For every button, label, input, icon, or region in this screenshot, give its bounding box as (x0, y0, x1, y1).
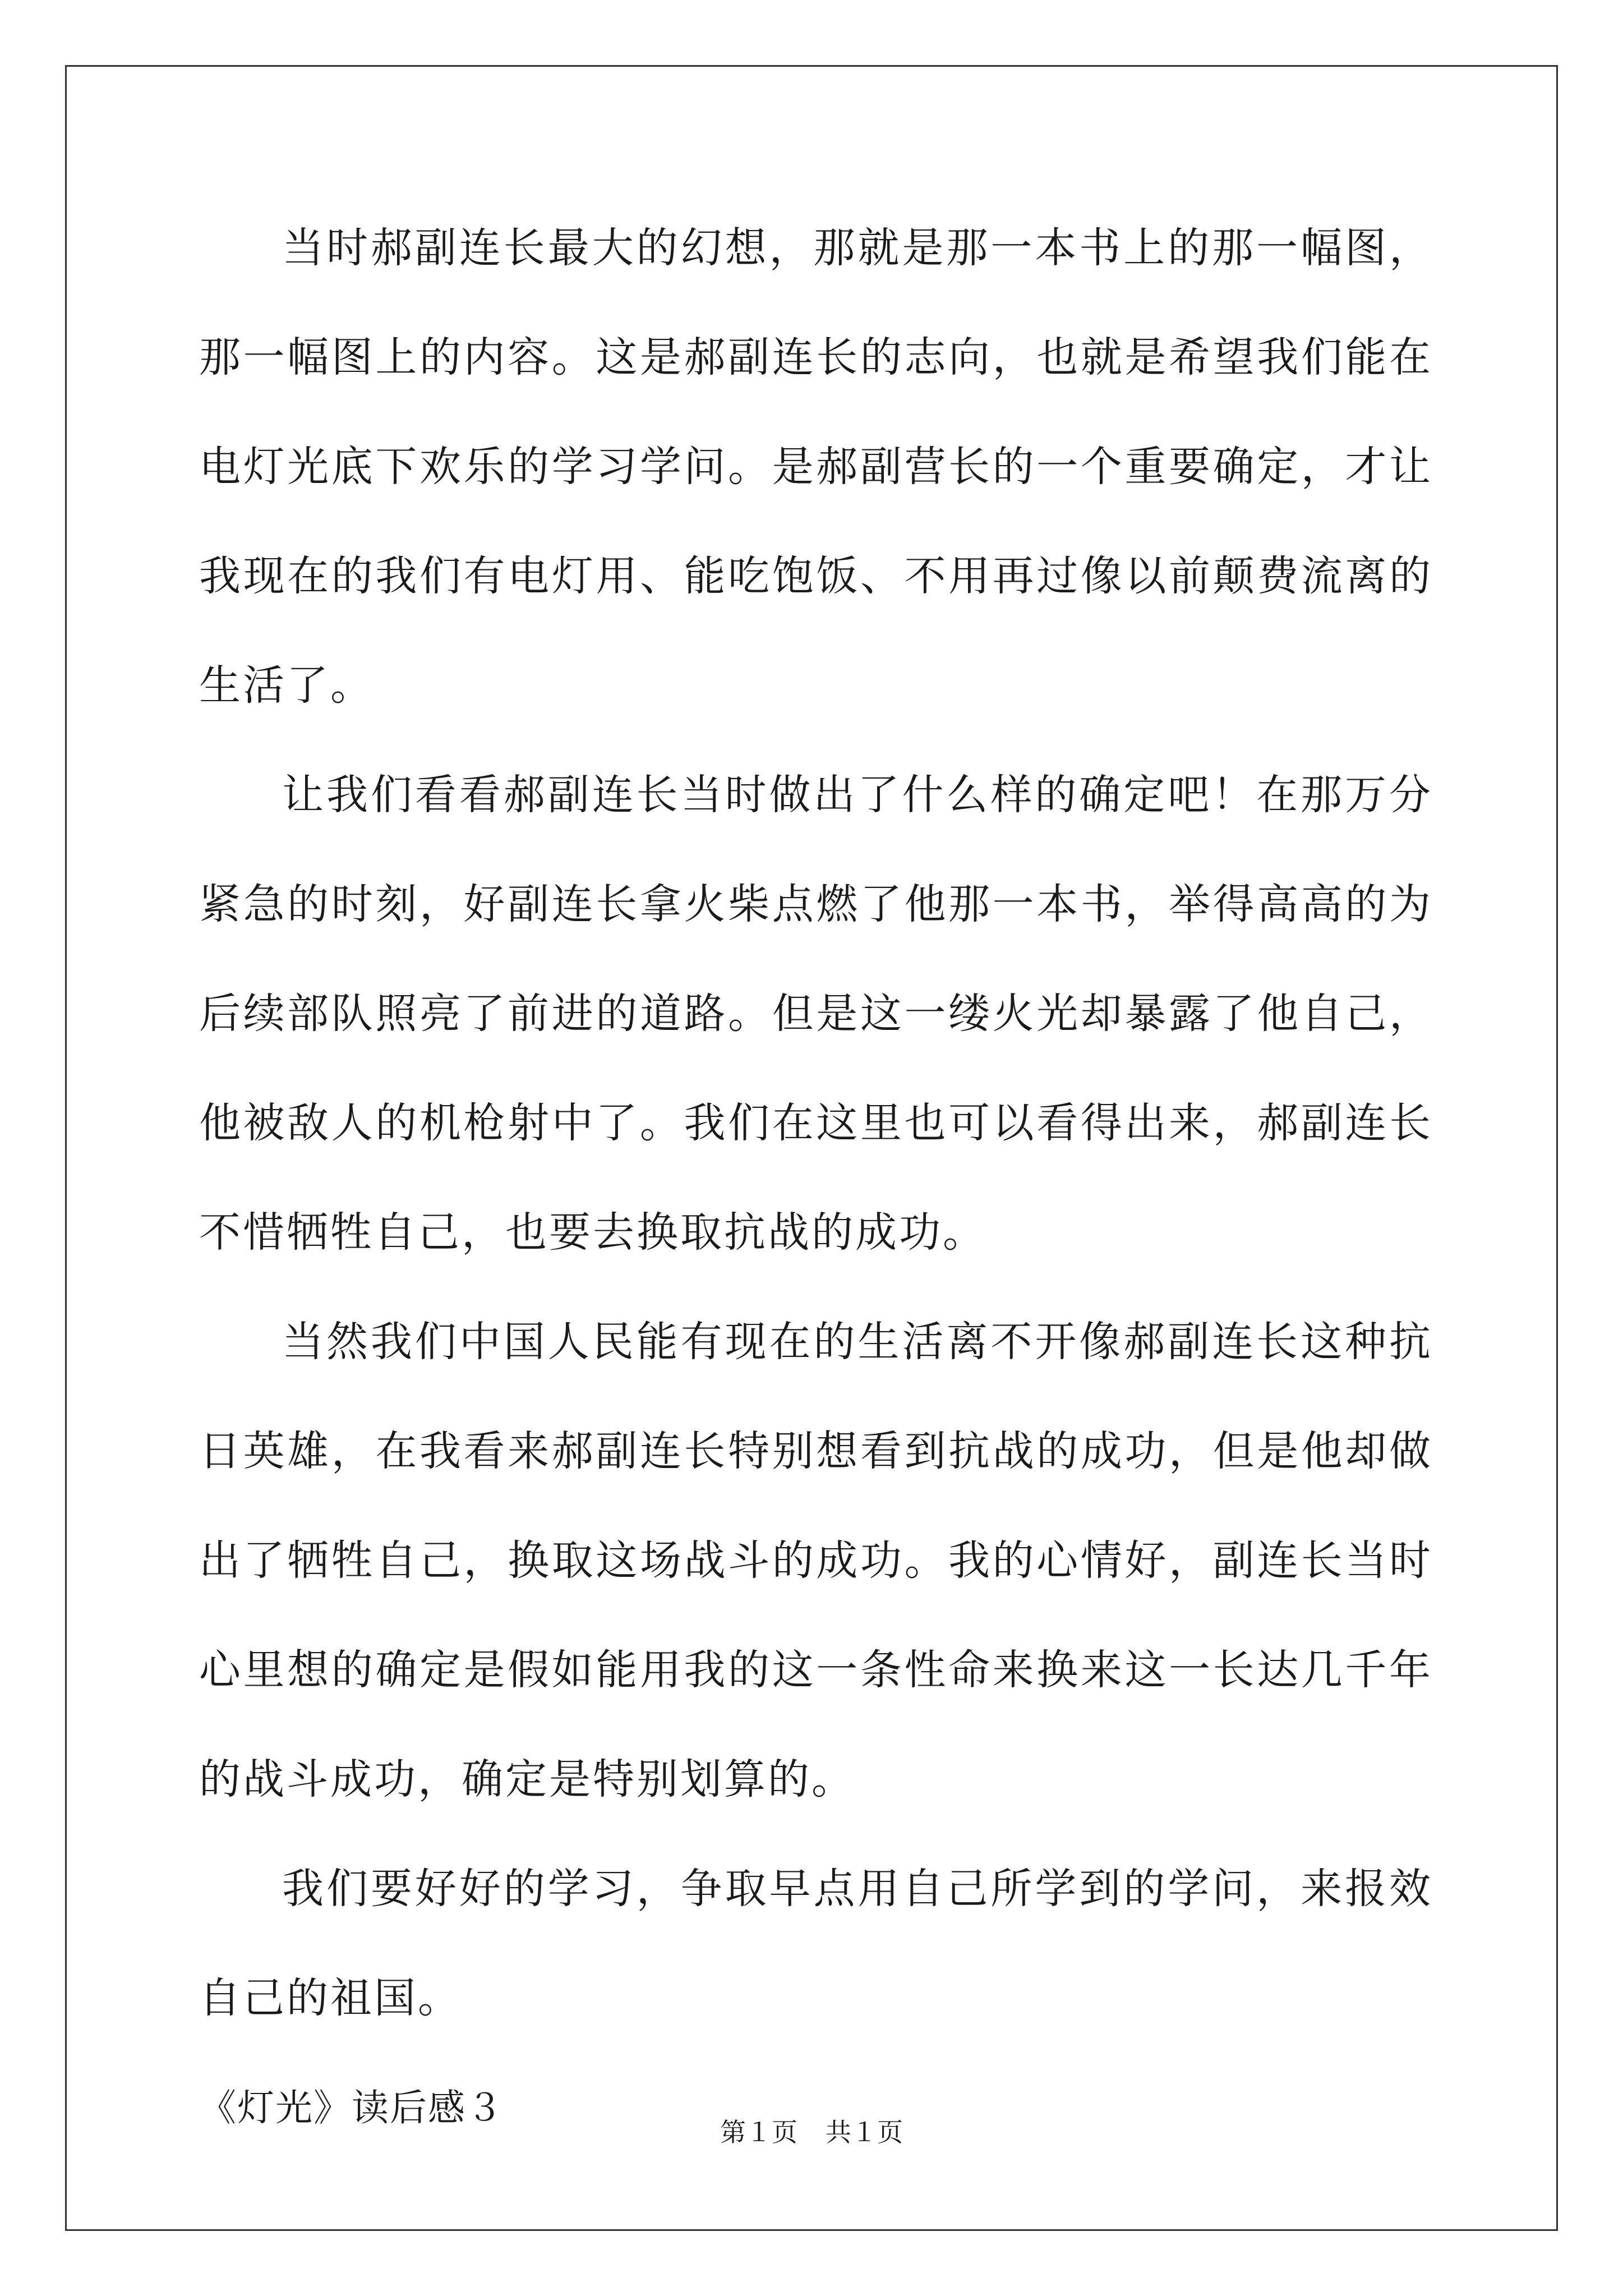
document-body (199, 194, 1433, 2162)
paragraph-3: 当然我们中国人民能有现在的生活离不开像郝副连长这种抗日英雄，在我看来郝副连长特别想看到抗战的成功，但是他却做出了牺牲自己，换取这场战斗的成功。我的心情好，副连长当时心里想的确定是假如能用我的这一条性命来换来这一长达几千年的战斗成功，确定是特别划算的。 (199, 1318, 1433, 1803)
paragraph-4: 我们要好好的学习，争取早点用自己所学到的学问，来报效自己的祖国。 (199, 1865, 1433, 2022)
paragraph-1: 当时郝副连长最大的幻想，那就是那一本书上的那一幅图，那一幅图上的内容。这是郝副连长的志向，也就是希望我们能在电灯光底下欢乐的学习学问。是郝副营长的一个重要确定，才让我现在的我们有电灯用、能吃饱饭、不用再过像以前颠费流离的生活了。 (199, 224, 1433, 710)
page-footer (0, 2112, 1623, 2149)
page-number-current: 第１页 (720, 2117, 797, 2147)
paragraph-2: 让我们看看郝副连长当时做出了什么样的确定吧！在那万分紧急的时刻，好副连长拿火柴点燃了他那一本书，举得高高的为后续部队照亮了前进的道路。但是这一缕火光却暴露了他自己，他被敌人的机枪射中了。我们在这里也可以看得出来，郝副连长不惜牺牲自己，也要去换取抗战的成功。 (199, 771, 1433, 1257)
section-heading: 《灯光》读后感３ (199, 2086, 504, 2129)
page-number-total: 共１页 (826, 2117, 903, 2147)
